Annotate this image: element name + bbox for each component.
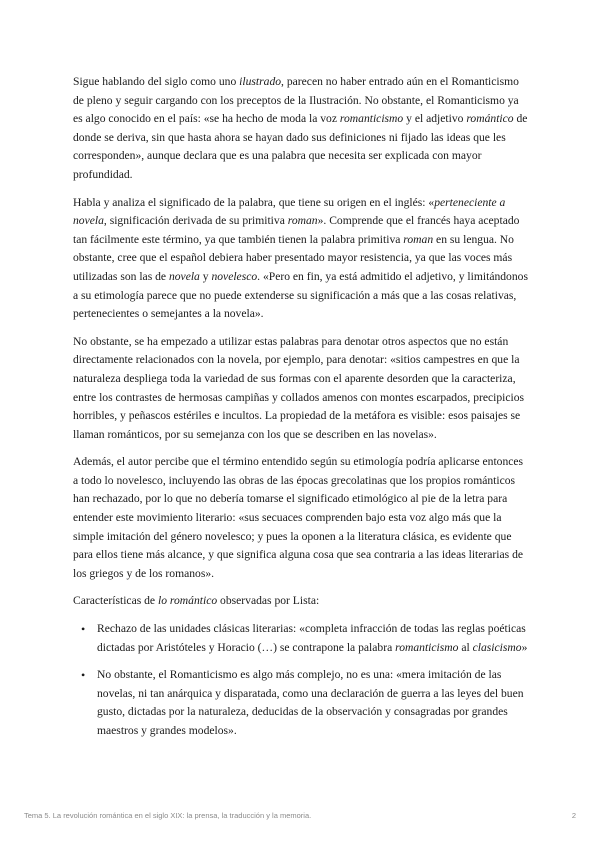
paragraph [73, 73, 529, 185]
list-item [97, 620, 529, 657]
paragraph [73, 592, 529, 611]
text-run: Sigue hablando del siglo como uno [73, 75, 240, 88]
italic-term: roman [403, 232, 434, 246]
text-run: No obstante, se ha empezado a utilizar estas palabras para denotar otros aspectos que no están directamente relacionados con la novela, por ejemplo, para denotar: «sitios campestres en que la naturaleza despliega toda la variedad de sus formas con el aparente desorden que la caracteriza, entre los contrastes de hermosas campiñas y collados amenos con montes escarpados, precipicios horribles, y peñascos estériles e incultos. La propiedad de la metáfora es visible: esos paisajes se llaman románticos, por su semejanza con los que se describen en las novelas». [73, 334, 525, 441]
body-text [73, 73, 529, 750]
italic-term: lo romántico [157, 594, 218, 608]
italic-term: romántico [466, 112, 514, 126]
paragraph [73, 333, 529, 445]
italic-term: romanticismo [339, 112, 404, 126]
italic-term: romanticismo [395, 640, 459, 654]
italic-term: clasicismo [472, 640, 522, 654]
footer-title: Tema 5. La revolución romántica en el siglo XIX: la prensa, la traducción y la memoria. [24, 811, 312, 820]
italic-term: novelesco [211, 269, 258, 283]
text-run: » [521, 640, 528, 654]
list-item [97, 666, 529, 740]
text-run: de donde se deriva, sin que hasta ahora se hayan dado sus definiciones ni fijado las ideas que les corresponden», aunque declara que es una palabra que necesita ser explicada con mayor profundidad. [73, 112, 528, 181]
text-run: , parecen no haber entrado aún en el Romanticismo de pleno y seguir cargando con los preceptos de la Ilustración. No obstante, el Romanticismo ya es algo conocido en el país: «se ha hecho de moda la voz [73, 75, 519, 126]
italic-term: novela [168, 269, 200, 283]
characteristics-list [73, 620, 529, 741]
text-run: , significación derivada de su primitiva [103, 214, 288, 228]
text-run: Además, el autor percibe que el término entendido según su etimología podría aplicarse entonces a todo lo novelesco, incluyendo las obras de las épocas grecolatinas que los propios románticos han rechazado, por lo que no debería tomarse el significado etimológico al pie de la letra para entender este movimiento literario: «sus secuaces comprenden bajo esta voz algo más que la simple imitación del género novelesco; y pues la oponen a la literatura clásica, es evidente que para ellos tiene más alcance, y que significa alguna cosa que sea contraria a las ideas literarias de los griegos y de los romanos». [73, 455, 524, 580]
page-number: 2 [571, 811, 576, 820]
text-run: ». Comprende que el francés haya aceptado tan fácilmente este término, ya que también tienen la palabra primitiva [73, 214, 520, 246]
text-run: en su lengua. No obstante, cree que el español debiera haber presentado mayor resistencia, ya que las voces más utilizadas son las de [73, 232, 514, 283]
paragraph [73, 453, 529, 583]
text-run: y [199, 269, 212, 283]
text-run: observadas por Lista: [217, 594, 320, 608]
text-run: al [458, 640, 473, 654]
text-run: No obstante, el Romanticismo es algo más complejo, no es una: «mera imitación de las novelas, ni tan anárquica y disparatada, como una declaración de guerra a las leyes del buen gusto, dictadas por la naturaleza, deducidas de la observación y consagradas por grandes maestros y grandes modelos». [97, 668, 524, 737]
text-run: y el adjetivo [403, 112, 467, 126]
text-run: Habla y analiza el significado de la palabra, que tiene su origen en el inglés: « [73, 195, 435, 209]
text-run: Rechazo de las unidades clásicas literarias: «completa infracción de todas las reglas poéticas dictadas por Aristóteles y Horacio (…) se contrapone la palabra [97, 622, 526, 654]
paragraph [73, 194, 529, 324]
italic-term: ilustrado [239, 75, 282, 88]
text-run: Características de [73, 594, 158, 608]
italic-term: roman [287, 214, 318, 228]
text-run: . «Pero en fin, ya está admitido el adjetivo, y limitándonos a su etimología parece que no puede extenderse su significación a más que a las cosas relativas, pertenecientes o semejantes a la novela». [73, 269, 528, 321]
paragraphs [73, 73, 529, 611]
italic-term: perteneciente a novela [73, 195, 506, 228]
